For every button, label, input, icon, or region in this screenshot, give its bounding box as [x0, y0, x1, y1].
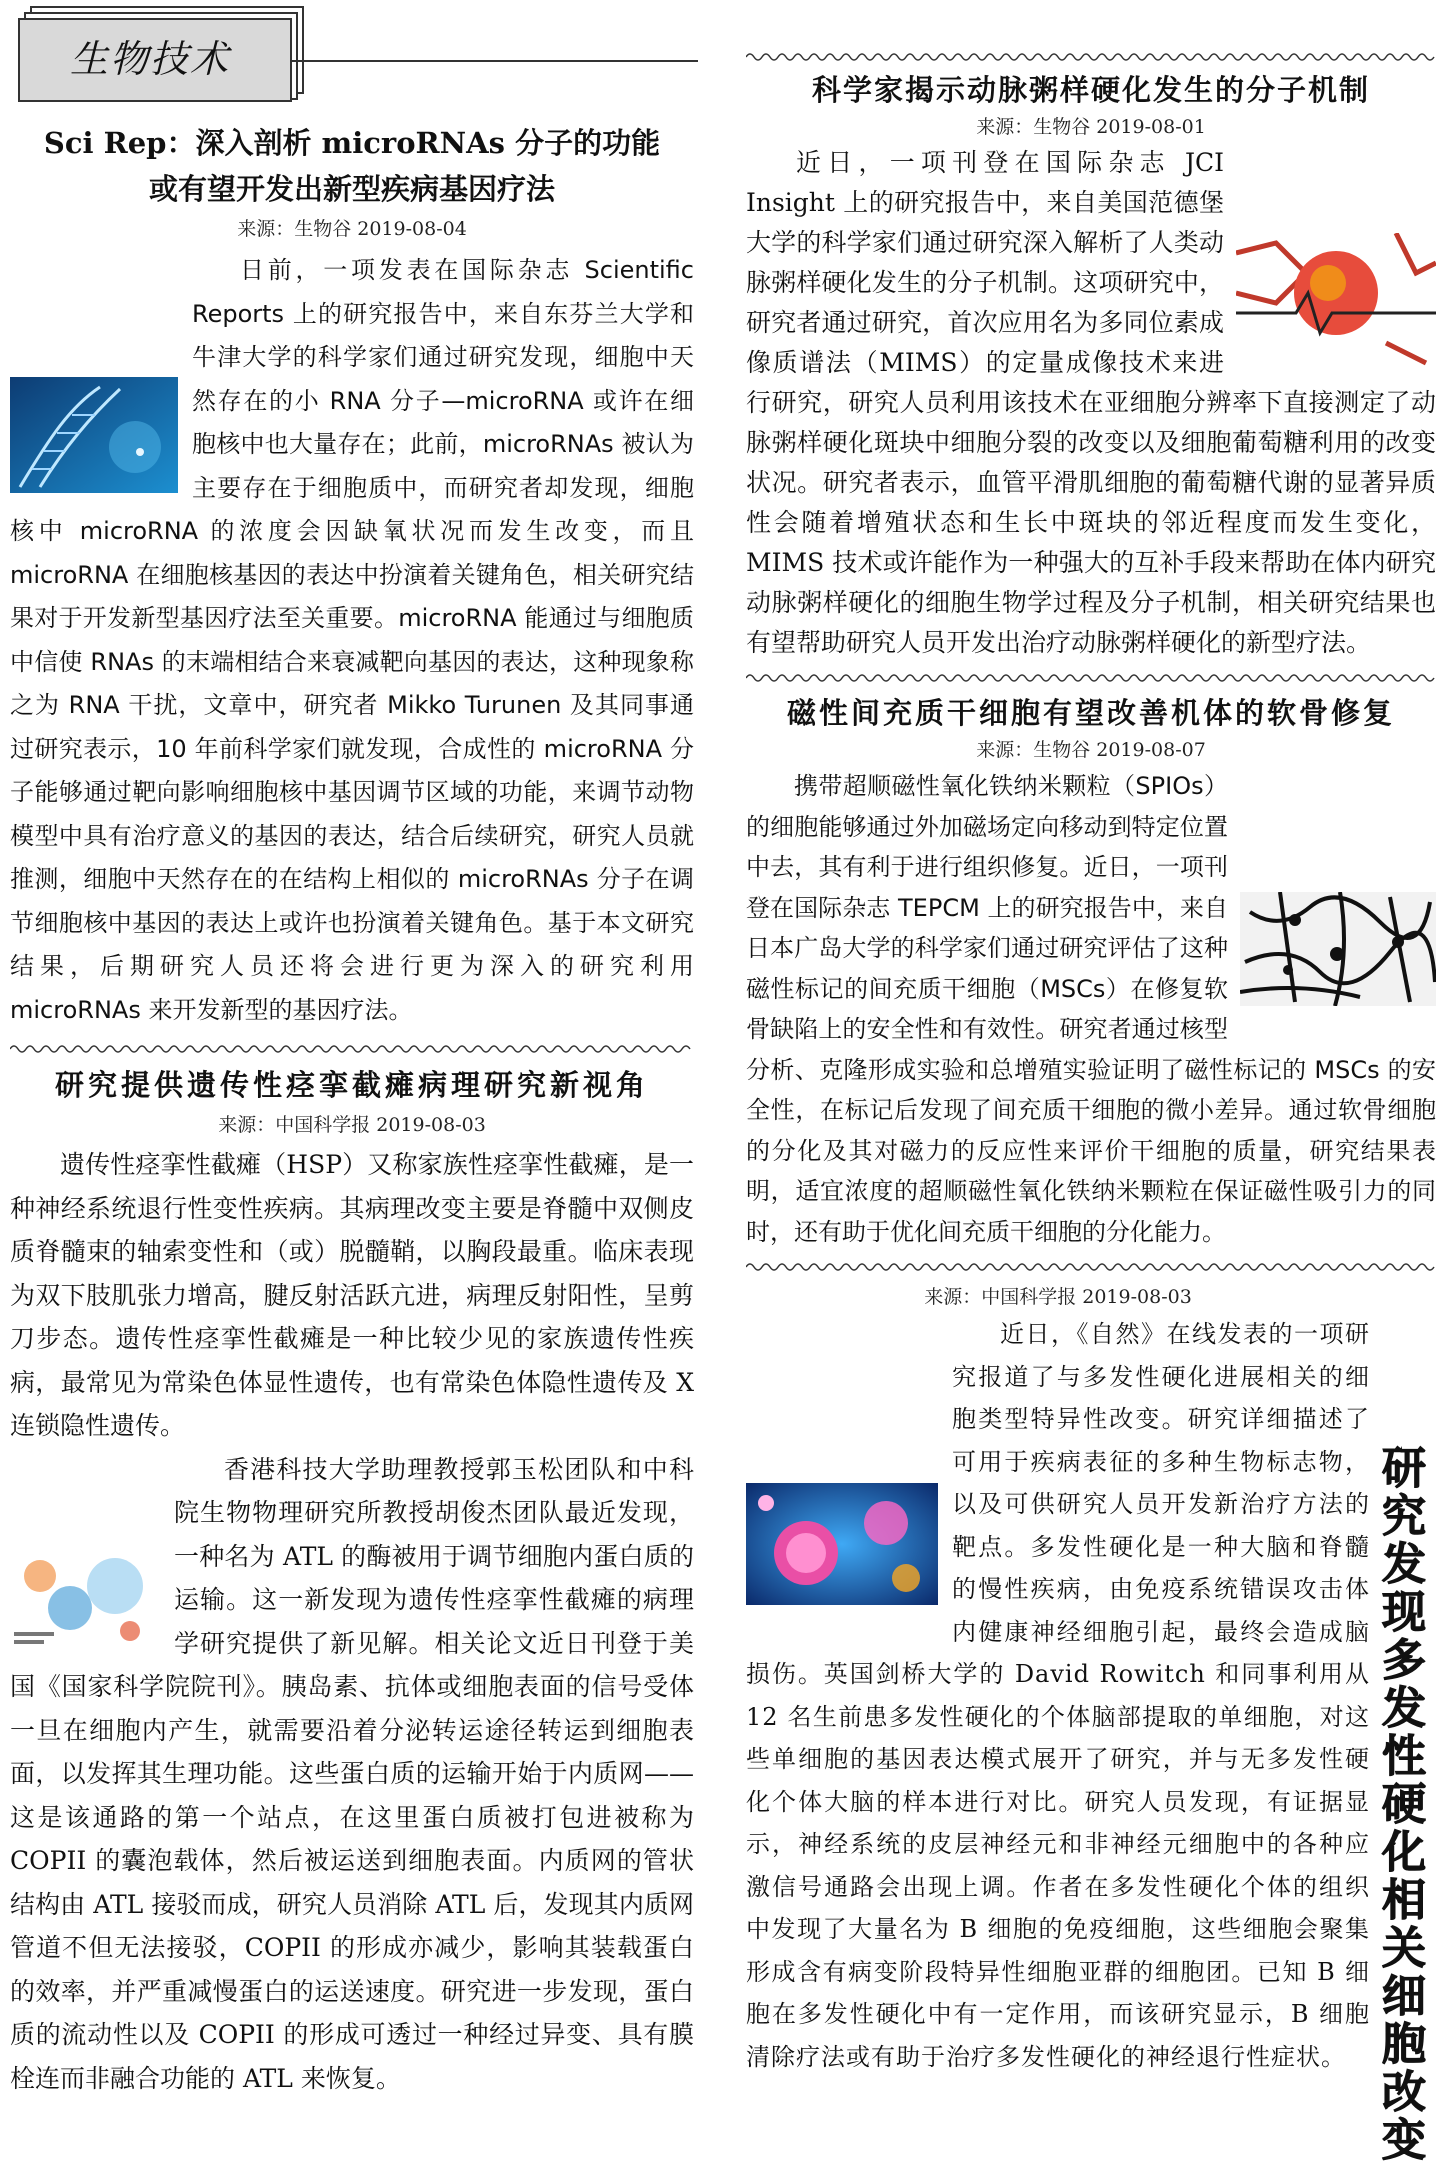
header-rule: [292, 60, 698, 62]
title-char: 细: [1382, 1971, 1426, 2022]
article-source: 来源：生物谷 2019-08-01: [976, 116, 1206, 138]
article-body: 携带超顺磁性氧化铁纳米颗粒（SPIOs）的细胞能够通过外加磁场定向移动到特定位置中去，其有利于进行组织修复。近日，一项刊登在国际杂志 TEPCM 上的研究报告中，来自日本广岛大学的科学家们通过研究评估了这种磁性标记的间充质干细胞（MSCs）在修复软骨缺陷上的安全性和有效性。研究者通过核型分析、克隆形成实验和总增殖实验证明了磁性标记的 MSCs 的安全性，在标记后发现了间充质干细胞的微小差异。通过软骨细胞的分化及其对磁力的反应性来评价干细胞的质量，研究结果表明，适宜浓度的超顺磁性氧化铁纳米颗粒在保证磁性吸引力的同时，还有助于优化间充质干细胞的分化能力。: [746, 772, 1436, 1246]
title-char: 发: [1382, 1539, 1426, 1590]
title-char: 现: [1382, 1587, 1426, 1638]
article-title: 科学家揭示动脉粥样硬化发生的分子机制: [811, 73, 1370, 107]
title-char: 关: [1382, 1923, 1426, 1974]
wave-divider: [746, 50, 1436, 64]
title-char: 发: [1382, 1683, 1426, 1734]
article-body: 近日，一项刊登在国际杂志 JCI Insight 上的研究报告中，来自美国范德堡大学的科学家们通过研究深入解析了人类动脉粥样硬化发生的分子机制。这项研究中，研究者通过研究，首次应用名为多同位素成像质谱法（MIMS）的定量成像技术来进行研究，研究人员利用该技术在亚细胞分辨率下直接测定了动脉粥样硬化斑块中细胞分裂的改变以及细胞葡萄糖利用的改变状况。研究者表示，血管平滑肌细胞的葡萄糖代谢的显著异质性会随着增殖状态和生长中斑块的邻近程度而发生变化，MIMS 技术或许能作为一种强大的互补手段来帮助在体内研究动脉粥样硬化的细胞生物学过程及分子机制，相关研究结果也有望帮助研究人员开发出治疗动脉粥样硬化的新型疗法。: [746, 148, 1436, 657]
article-stem-cells: [746, 691, 1436, 1252]
article-title-line2: 或有望开发出新型疾病基因疗法: [148, 172, 555, 206]
article-hsp: [10, 1064, 694, 2100]
left-column: [10, 0, 694, 2100]
dna-image: [10, 377, 178, 497]
title-char: 化: [1382, 1827, 1426, 1878]
article-source: 来源：生物谷 2019-08-04: [237, 218, 467, 240]
article-title-line1: Sci Rep：深入剖析 microRNAs 分子的功能: [43, 126, 661, 160]
cell-transport-diagram: [10, 1536, 160, 1658]
wave-divider: [746, 671, 1436, 685]
title-char: 改: [1382, 2067, 1426, 2118]
title-char: 性: [1382, 1731, 1426, 1782]
wave-divider: [10, 1042, 694, 1056]
wave-divider: [746, 1260, 1436, 1274]
article-ms: [746, 1282, 1370, 2078]
section-label: 生物技术: [70, 37, 231, 81]
title-char: 相: [1382, 1875, 1426, 1926]
title-char: 究: [1382, 1491, 1426, 1542]
atherosclerosis-image: [1236, 233, 1436, 373]
article-body: 近日，《自然》在线发表的一项研究报道了与多发性硬化进展相关的细胞类型特异性改变。研究详细描述了可用于疾病表征的多种生物标志物，以及可供研究人员开发新治疗方法的靶点。多发性硬化是一种大脑和脊髓的慢性疾病，由免疫系统错误攻击体内健康神经细胞引起，最终会造成脑损伤。英国剑桥大学的 David Rowitch 和同事利用从 12 名生前患多发性硬化的个体脑部提取的单细胞，对这些单细胞的基因表达模式展开了研究，并与无多发性硬化个体大脑的样本进行对比。研究人员发现，有证据显示，神经系统的皮层神经元和非神经元细胞中的各种应激信号通路会出现上调。作者在多发性硬化个体的组织中发现了大量名为 B 细胞的免疫细胞，这些细胞会聚集形成含有病变阶段特异性细胞亚群的细胞团。已知 B 细胞在多发性硬化中有一定作用，而该研究显示，B 细胞清除疗法或有助于治疗多发性硬化的神经退行性症状。: [746, 1320, 1370, 2071]
article-atherosclerosis: [746, 68, 1436, 663]
article-source: 来源：中国科学报 2019-08-03: [218, 1114, 486, 1136]
article-source: 来源：生物谷 2019-08-07: [976, 739, 1206, 761]
article-title: [10, 120, 694, 212]
title-char: 研: [1382, 1443, 1426, 1494]
section-header: [10, 0, 694, 102]
article-body: 日前，一项发表在国际杂志 Scientific Reports 上的研究报告中，来自东芬兰大学和牛津大学的科学家们通过研究发现，细胞中天然存在的小 RNA 分子—microRNA 或许在细胞核中也大量存在；此前，microRNAs 被认为主要存在于细胞质中，而研究者却发现，细胞核中 microRNA 的浓度会因缺氧状况而发生改变，而且 microRNA 在细胞核基因的表达中扮演着关键角色，相关研究结果对于开发新型基因疗法至关重要。microRNA 能通过与细胞质中信使 RNAs 的末端相结合来衰减靶向基因的表达，这种现象称之为 RNA 干扰，文章中，研究者 Mikko Turunen 及其同事通过研究表示，10 年前科学家们就发现，合成性的 microRNA 分子能够通过靶向影响细胞核中基因调节区域的功能，来调节动物模型中具有治疗意义的基因的表达，结合后续研究，研究人员就推测，细胞中天然存在的在结构上相似的 microRNAs 分子在调节细胞核中基因的表达上或许也扮演着关键角色。基于本文研究结果，后期研究人员还将会进行更为深入的研究利用 microRNAs 来开发新型的基因疗法。: [10, 256, 694, 1024]
article-source: 来源：中国科学报 2019-08-03: [924, 1286, 1192, 1308]
right-column: [746, 0, 1436, 2078]
title-char: 胞: [1382, 2019, 1426, 2070]
title-char: 硬: [1382, 1779, 1426, 1830]
article-title: 研究提供遗传性痉挛截瘫病理研究新视角: [54, 1068, 649, 1102]
section-tab: [10, 0, 330, 100]
article-body: 遗传性痉挛性截瘫（HSP）又称家族性痉挛性截瘫，是一种神经系统退行性变性疾病。其病理改变主要是脊髓中双侧皮质脊髓束的轴索变性和（或）脱髓鞘，以胸段最重。临床表现为双下肢肌张力增高，腱反射活跃亢进，病理反射阳性，呈剪刀步态。遗传性痉挛性截瘫是一种比较少见的家族遗传性疾病，最常见为常染色体显性遗传，也有常染色体隐性遗传及 X 连锁隐性遗传。: [10, 1150, 694, 1440]
stem-cell-network-image: [1240, 892, 1436, 1010]
article-microrna: [10, 120, 694, 1032]
article-title-vertical: [1374, 1445, 1434, 2165]
title-char: 多: [1382, 1635, 1426, 1686]
article-body-2: 香港科技大学助理教授郭玉松团队和中科院生物物理研究所教授胡俊杰团队最近发现，一种名为 ATL 的酶被用于调节细胞内蛋白质的运输。这一新发现为遗传性痉挛性截瘫的病理学研究提供了新见解。相关论文近日刊登于美国《国家科学院院刊》。胰岛素、抗体或细胞表面的信号受体一旦在细胞内产生，就需要沿着分泌转运途径转运到细胞表面，以发挥其生理功能。这些蛋白质的运输开始于内质网——这是该通路的第一个站点，在这里蛋白质被打包进被称为 COPII 的囊泡载体，然后被运送到细胞表面。内质网的管状结构由 ATL 接驳而成，研究人员消除 ATL 后，发现其内质网管道不但无法接驳，COPII 的形成亦减少，影响其装载蛋白的效率，并严重减慢蛋白的运送速度。研究进一步发现，蛋白质的流动性以及 COPII 的形成可透过一种经过异变、具有膜栓连而非融合功能的 ATL 来恢复。: [10, 1454, 694, 2093]
immune-cells-image: [746, 1483, 938, 1609]
title-char: 变: [1382, 2115, 1426, 2166]
article-title: 磁性间充质干细胞有望改善机体的软骨修复: [786, 696, 1395, 730]
